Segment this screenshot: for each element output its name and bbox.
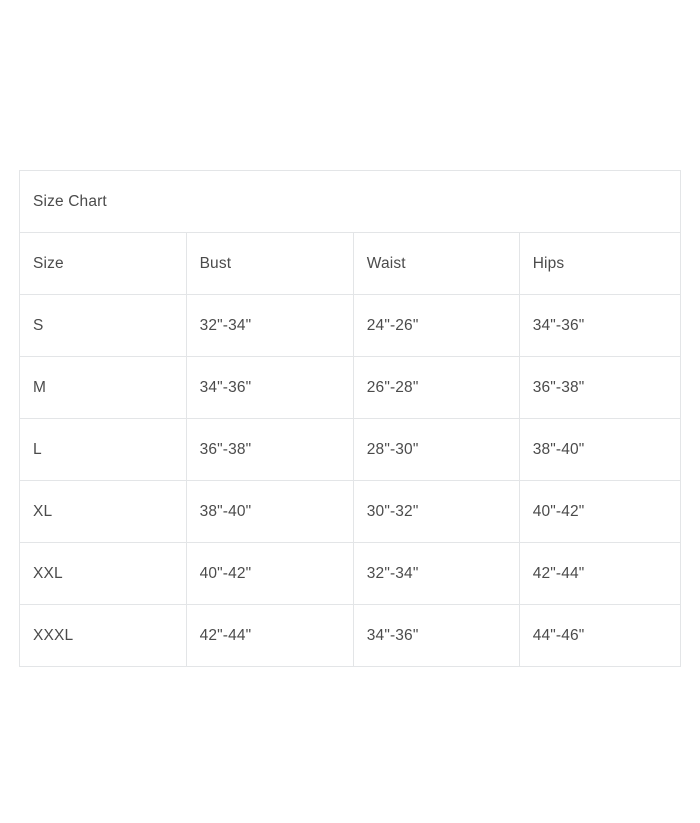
cell-bust: 38"-40"	[186, 481, 353, 543]
cell-bust: 42"-44"	[186, 605, 353, 667]
cell-waist: 34"-36"	[353, 605, 519, 667]
cell-waist: 26"-28"	[353, 357, 519, 419]
size-chart-container	[19, 170, 681, 667]
cell-size: XXXL	[20, 605, 187, 667]
cell-bust: 40"-42"	[186, 543, 353, 605]
table-row	[20, 295, 681, 357]
table-header-row	[20, 233, 681, 295]
column-header-bust: Bust	[186, 233, 353, 295]
table-row	[20, 419, 681, 481]
cell-size: XXL	[20, 543, 187, 605]
size-chart-title-row	[20, 171, 681, 233]
cell-size: L	[20, 419, 187, 481]
column-header-waist: Waist	[353, 233, 519, 295]
cell-bust: 36"-38"	[186, 419, 353, 481]
cell-hips: 34"-36"	[519, 295, 680, 357]
cell-bust: 32"-34"	[186, 295, 353, 357]
table-row	[20, 481, 681, 543]
cell-size: XL	[20, 481, 187, 543]
column-header-size: Size	[20, 233, 187, 295]
table-row	[20, 605, 681, 667]
table-row	[20, 357, 681, 419]
cell-size: M	[20, 357, 187, 419]
table-row	[20, 543, 681, 605]
cell-hips: 42"-44"	[519, 543, 680, 605]
cell-waist: 32"-34"	[353, 543, 519, 605]
cell-hips: 44"-46"	[519, 605, 680, 667]
column-header-hips: Hips	[519, 233, 680, 295]
cell-hips: 38"-40"	[519, 419, 680, 481]
cell-waist: 24"-26"	[353, 295, 519, 357]
cell-bust: 34"-36"	[186, 357, 353, 419]
page-title: Size Chart	[20, 171, 681, 233]
cell-size: S	[20, 295, 187, 357]
cell-waist: 28"-30"	[353, 419, 519, 481]
cell-hips: 40"-42"	[519, 481, 680, 543]
size-chart-table	[19, 170, 681, 667]
cell-hips: 36"-38"	[519, 357, 680, 419]
cell-waist: 30"-32"	[353, 481, 519, 543]
